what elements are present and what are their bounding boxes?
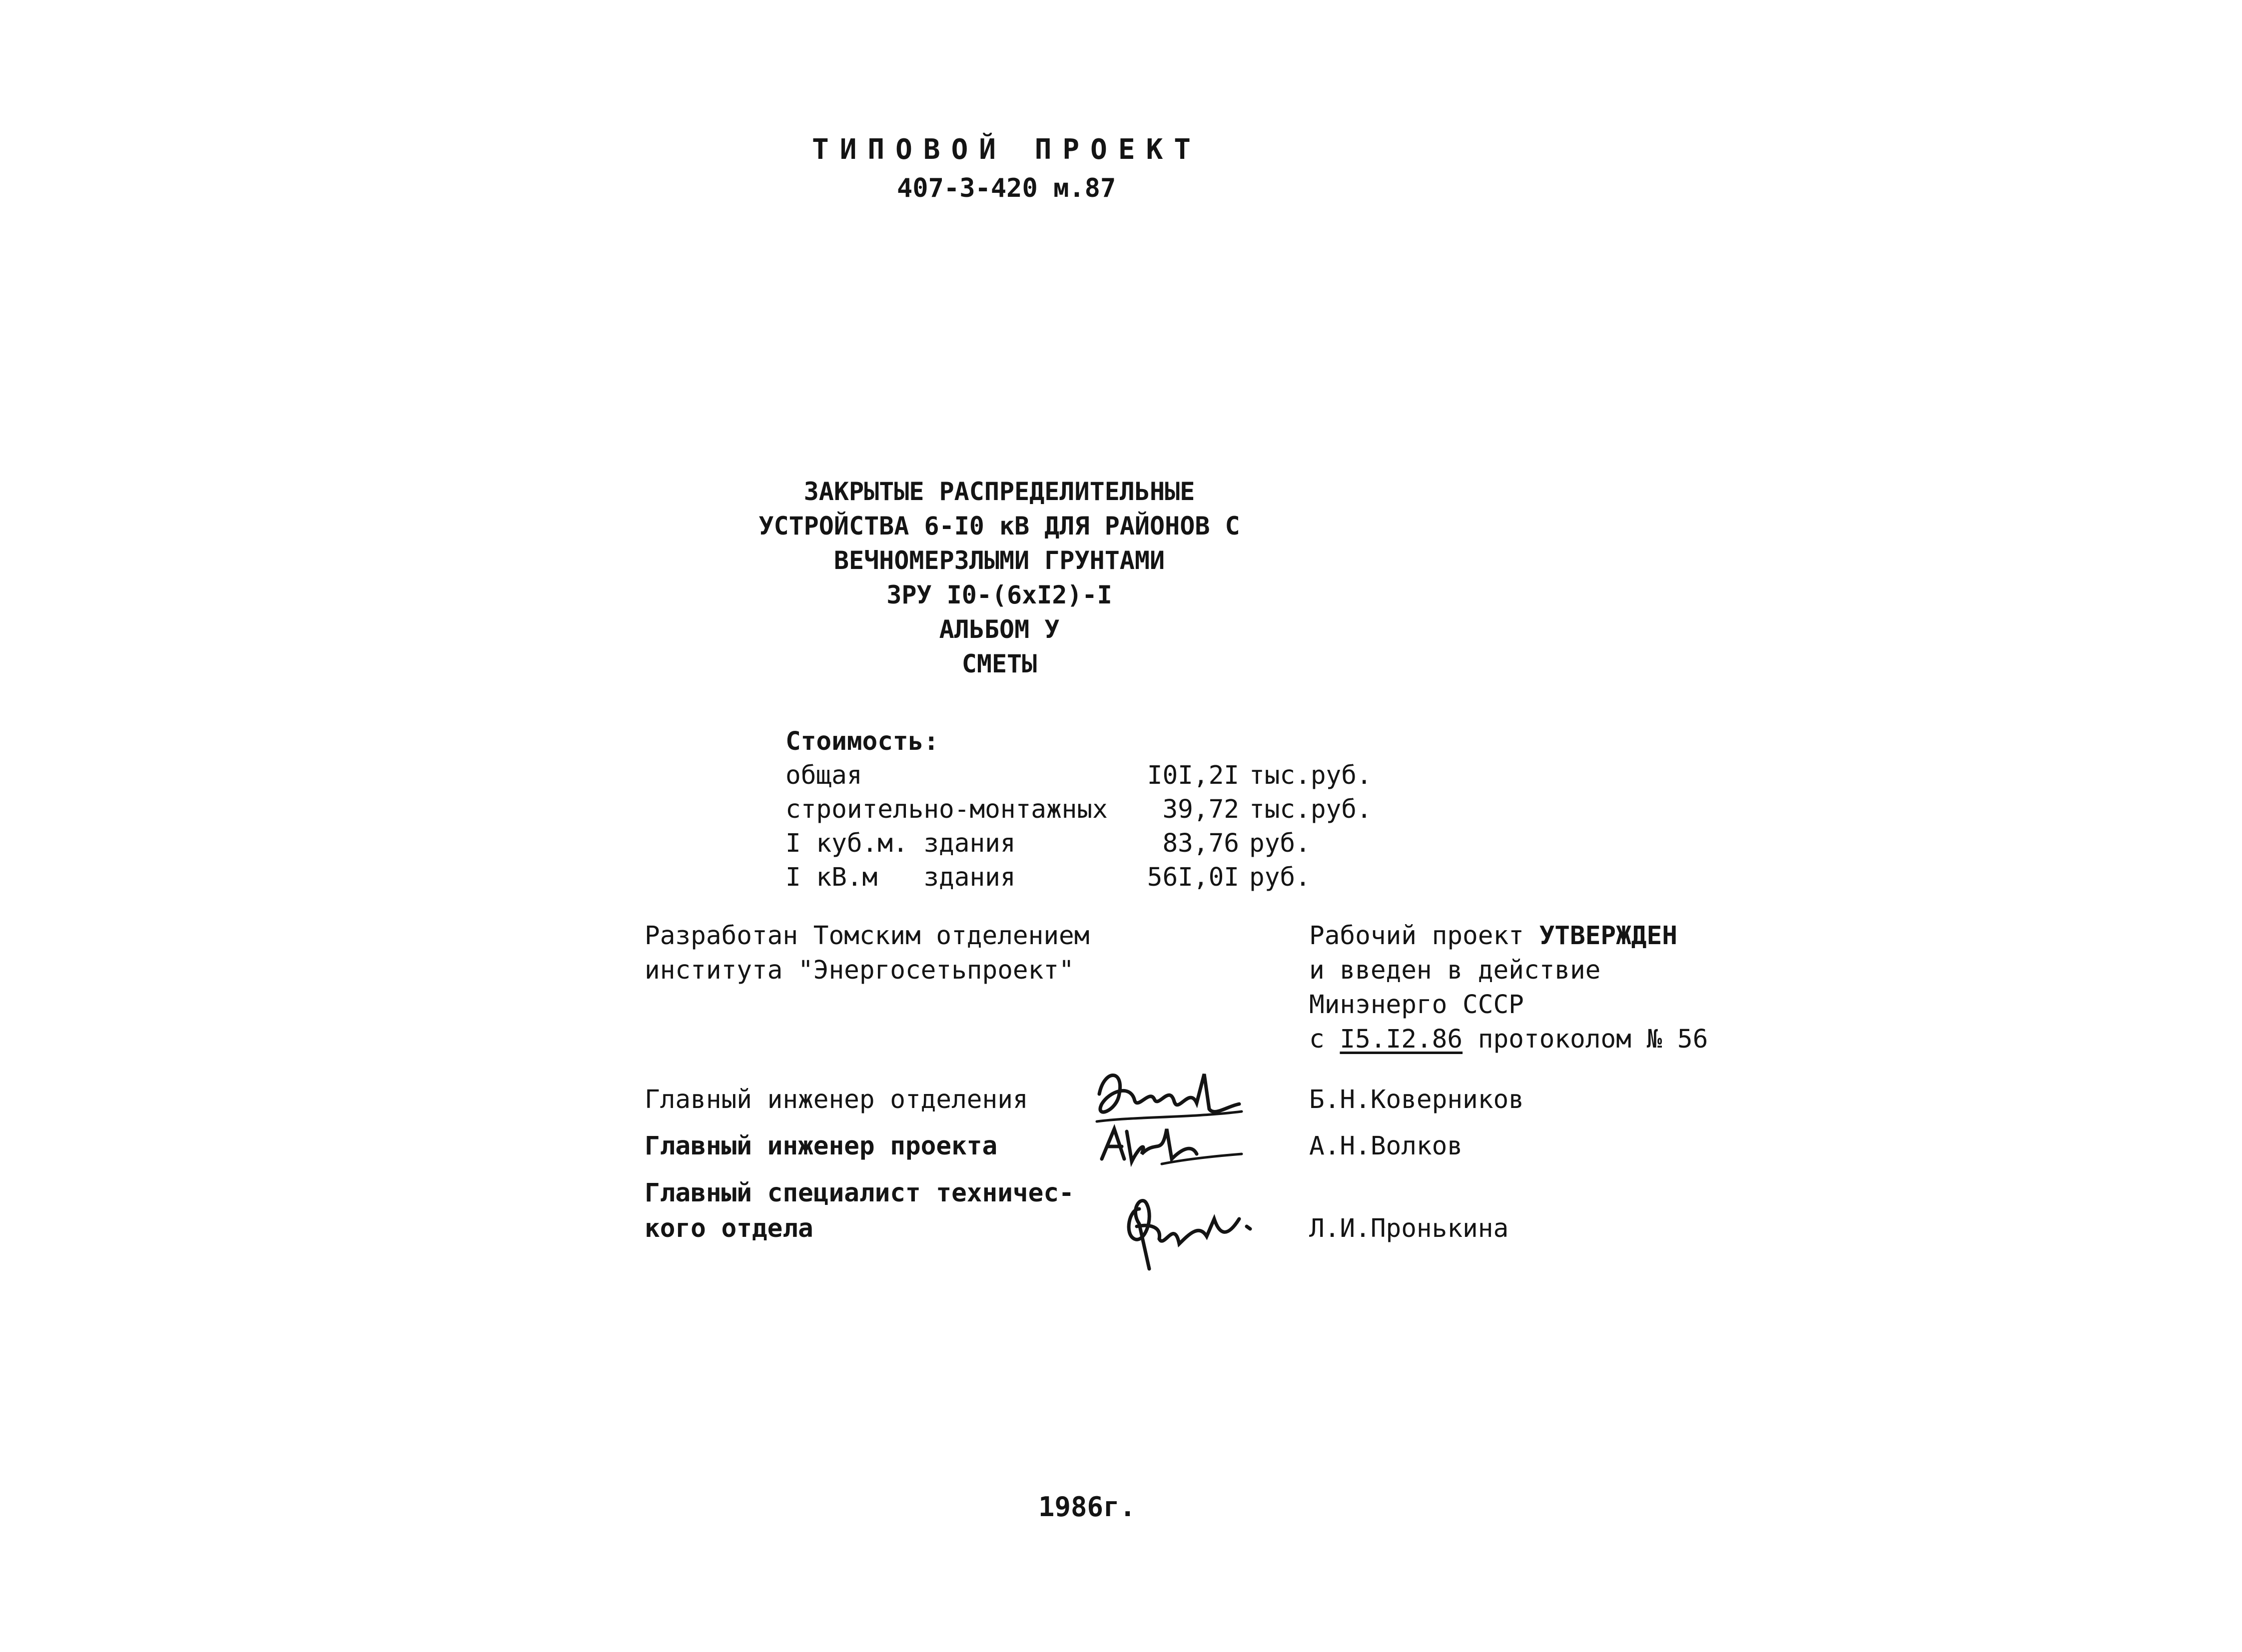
signature-image [1097, 1119, 1247, 1169]
title-line: ВЕЧНОМЕРЗЛЫМИ ГРУНТАМИ [833, 546, 1165, 575]
approval-line [1309, 1024, 1708, 1056]
approval-date: I5.I2.86 [1340, 1025, 1463, 1054]
cost-row-unit: руб. [1249, 829, 1311, 858]
signature-image [1119, 1189, 1259, 1274]
cost-row-value: 39,72 [1162, 795, 1239, 824]
title-line: СМЕТЫ [961, 649, 1037, 678]
project-type-label: ТИПОВОЙ ПРОЕКТ [812, 133, 1202, 166]
cost-row-label: общая [785, 761, 862, 790]
approval-protocol: протоколом № 56 [1463, 1025, 1708, 1054]
signature-pronkina [1119, 1189, 1259, 1276]
signatory-role: Главный инженер отделения [645, 1085, 1028, 1114]
title-line: ЗАКРЫТЫЕ РАСПРЕДЕЛИТЕЛЬНЫЕ [803, 477, 1195, 506]
cost-row-unit: руб. [1249, 863, 1311, 892]
title-line: АЛЬБОМ У [939, 615, 1060, 644]
cost-row-label: I куб.м. здания [785, 829, 1016, 858]
cost-row-unit: тыс.руб. [1249, 795, 1372, 824]
cost-row-label: I кВ.м здания [785, 863, 1016, 892]
cost-row-value: I0I,2I [1147, 761, 1239, 790]
signatory-role: Главный специалист техничес- [645, 1178, 1074, 1208]
document-year: 1986г. [1038, 1491, 1136, 1523]
signatory-name: А.Н.Волков [1309, 1131, 1463, 1161]
document-title [500, 475, 1499, 681]
cost-heading: Стоимость: [785, 727, 939, 756]
title-line: ЗРУ I0-(6хI2)-I [886, 580, 1112, 609]
cost-row-value: 83,76 [1162, 829, 1239, 858]
developer-line: института "Энергосетьпроект" [645, 956, 1074, 985]
cost-row-label: строительно-монтажных [785, 795, 1108, 824]
approval-date-prefix: с [1309, 1025, 1340, 1054]
approval-line: и введен в действие [1309, 956, 1601, 985]
approval-line [1309, 920, 1677, 952]
signatory-role: Главный инженер проекта [645, 1131, 998, 1161]
developer-line: Разработан Томским отделением [645, 921, 1090, 951]
cost-row-value: 56I,0I [1147, 863, 1239, 892]
cost-row-unit: тыс.руб. [1249, 761, 1372, 790]
title-line: УСТРОЙСТВА 6-I0 кВ ДЛЯ РАЙОНОВ С [758, 512, 1240, 541]
signature-volkov [1097, 1119, 1247, 1171]
approved-stamp-word: УТВЕРЖДЕН [1539, 921, 1677, 951]
signatory-role: кого отдела [645, 1214, 813, 1243]
project-code: 407-3-420 м.87 [897, 173, 1116, 203]
signatory-name: Л.И.Пронькина [1309, 1214, 1509, 1243]
signatory-name: Б.Н.Коверников [1309, 1085, 1524, 1114]
approval-line: Минэнерго СССР [1309, 990, 1524, 1020]
approval-prefix: Рабочий проект [1309, 921, 1539, 951]
